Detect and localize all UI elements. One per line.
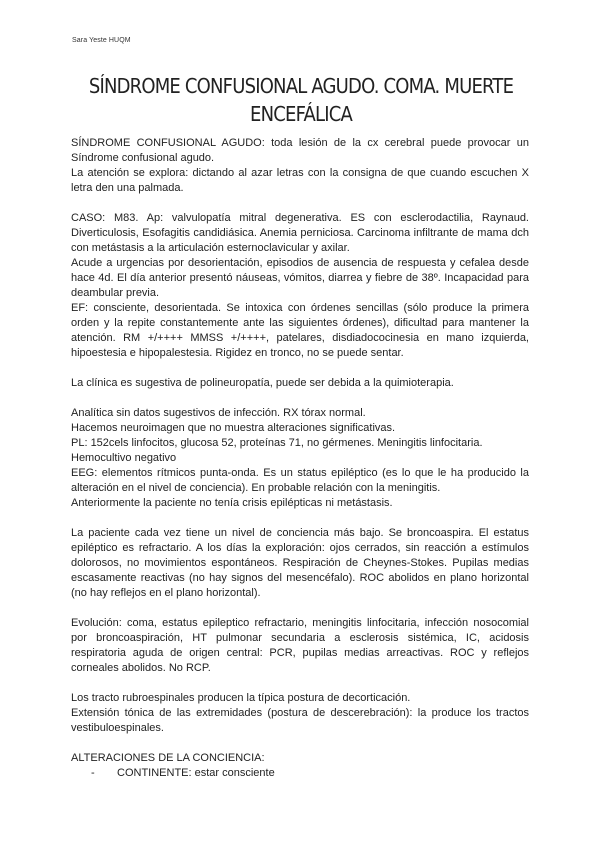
paragraph-decortication: Los tracto rubroespinales producen la típica postura de decorticación. — [71, 692, 411, 704]
paragraph-eeg: EEG: elementos rítmicos punta-onda. Es un status epiléptico (es lo que le ha producido la alteración en el nivel de conciencia). En probable relación con la meningitis. — [71, 467, 529, 494]
document-title — [84, 72, 518, 128]
consciousness-list — [71, 766, 529, 781]
document-body — [71, 136, 529, 781]
list-dash: - — [91, 767, 95, 779]
paragraph-attention: La atención se explora: dictando al azar letras con la consigna de que cuando escuchen X letra den una palmada. — [71, 167, 529, 194]
page-header-author: Sara Yeste HUQM — [72, 37, 131, 44]
title-line-1: SÍNDROME CONFUSIONAL AGUDO. COMA. MUERTE — [88, 74, 514, 98]
paragraph-presentation: Acude a urgencias por desorientación, episodios de ausencia de respuesta y cefalea desde hace 4d. El día anterior presentó náuseas, vómitos, diarrea y fiebre de 38º. Incapacidad para deambular previa. — [71, 257, 529, 299]
section-heading-consciousness: ALTERACIONES DE LA CONCIENCIA: — [71, 752, 265, 764]
paragraph-case: CASO: M83. Ap: valvulopatía mitral degenerativa. ES con esclerodactilia, Raynaud. Diverticulosis, Esofagitis candidiásica. Anemia perniciosa. Carcinoma infiltrante de mama dch con metástasis a la articulación esternoclavicular y axilar. — [71, 212, 529, 254]
paragraph-lab: Analítica sin datos sugestivos de infección. RX tórax normal. — [71, 407, 366, 419]
paragraph-clinical: La clínica es sugestiva de polineuropatía, puede ser debida a la quimioterapia. — [71, 377, 454, 389]
paragraph-history: Anteriormente la paciente no tenía crisis epilépticas ni metástasis. — [71, 497, 393, 509]
list-item — [71, 766, 529, 781]
paragraph-exam: EF: consciente, desorientada. Se intoxica con órdenes sencillas (sólo produce la primera orden y la repite constantemente ante las siguientes órdenes), dificultad para mantener la atención. RM +/++++ MMSS +/++++, patelares, disdiadococinesia en mano izquierda, hipoestesia e hipopalestesia. Rigidez en tronco, no se puede sentar. — [71, 302, 529, 359]
spacer — [71, 511, 529, 526]
paragraph-decerebration: Extensión tónica de las extremidades (postura de descerebración): la produce los tractos vestibuloespinales. — [71, 707, 529, 734]
paragraph-lumbar-puncture: PL: 152cels linfocitos, glucosa 52, proteínas 71, no gérmenes. Meningitis linfocitaria. — [71, 437, 483, 449]
spacer — [71, 736, 529, 751]
paragraph-imaging: Hacemos neuroimagen que no muestra alteraciones significativas. — [71, 422, 396, 434]
list-item-text: CONTINENTE: estar consciente — [117, 767, 275, 779]
paragraph-evolution: Evolución: coma, estatus epileptico refractario, meningitis linfocitaria, infección nosocomial por broncoaspiración, HT pulmonar secundaria a esclerosis sistémica, IC, acidosis respiratoria aguda de origen central: PCR, pupilas medias arreactivas. ROC y reflejos corneales abolidos. No RCP. — [71, 617, 529, 674]
paragraph-decline: La paciente cada vez tiene un nivel de conciencia más bajo. Se broncoaspira. El estatus epiléptico es refractario. A los días la exploración: ojos cerrados, sin reacción a estímulos dolorosos, no movimientos espontáneos. Respiración de Cheynes-Stokes. Pupilas medias escasamente reactivas (no hay signos del mesencéfalo). ROC abolidos en plano horizontal (no hay reflejos en el plano horizontal). — [71, 527, 529, 599]
paragraph-definition: SÍNDROME CONFUSIONAL AGUDO: toda lesión de la cx cerebral puede provocar un Síndrome confusional agudo. — [71, 137, 529, 164]
spacer — [71, 196, 529, 211]
spacer — [71, 676, 529, 691]
title-line-2: ENCEFÁLICA — [250, 102, 352, 126]
spacer — [71, 601, 529, 616]
spacer — [71, 361, 529, 376]
paragraph-blood-culture: Hemocultivo negativo — [71, 452, 177, 464]
spacer — [71, 391, 529, 406]
